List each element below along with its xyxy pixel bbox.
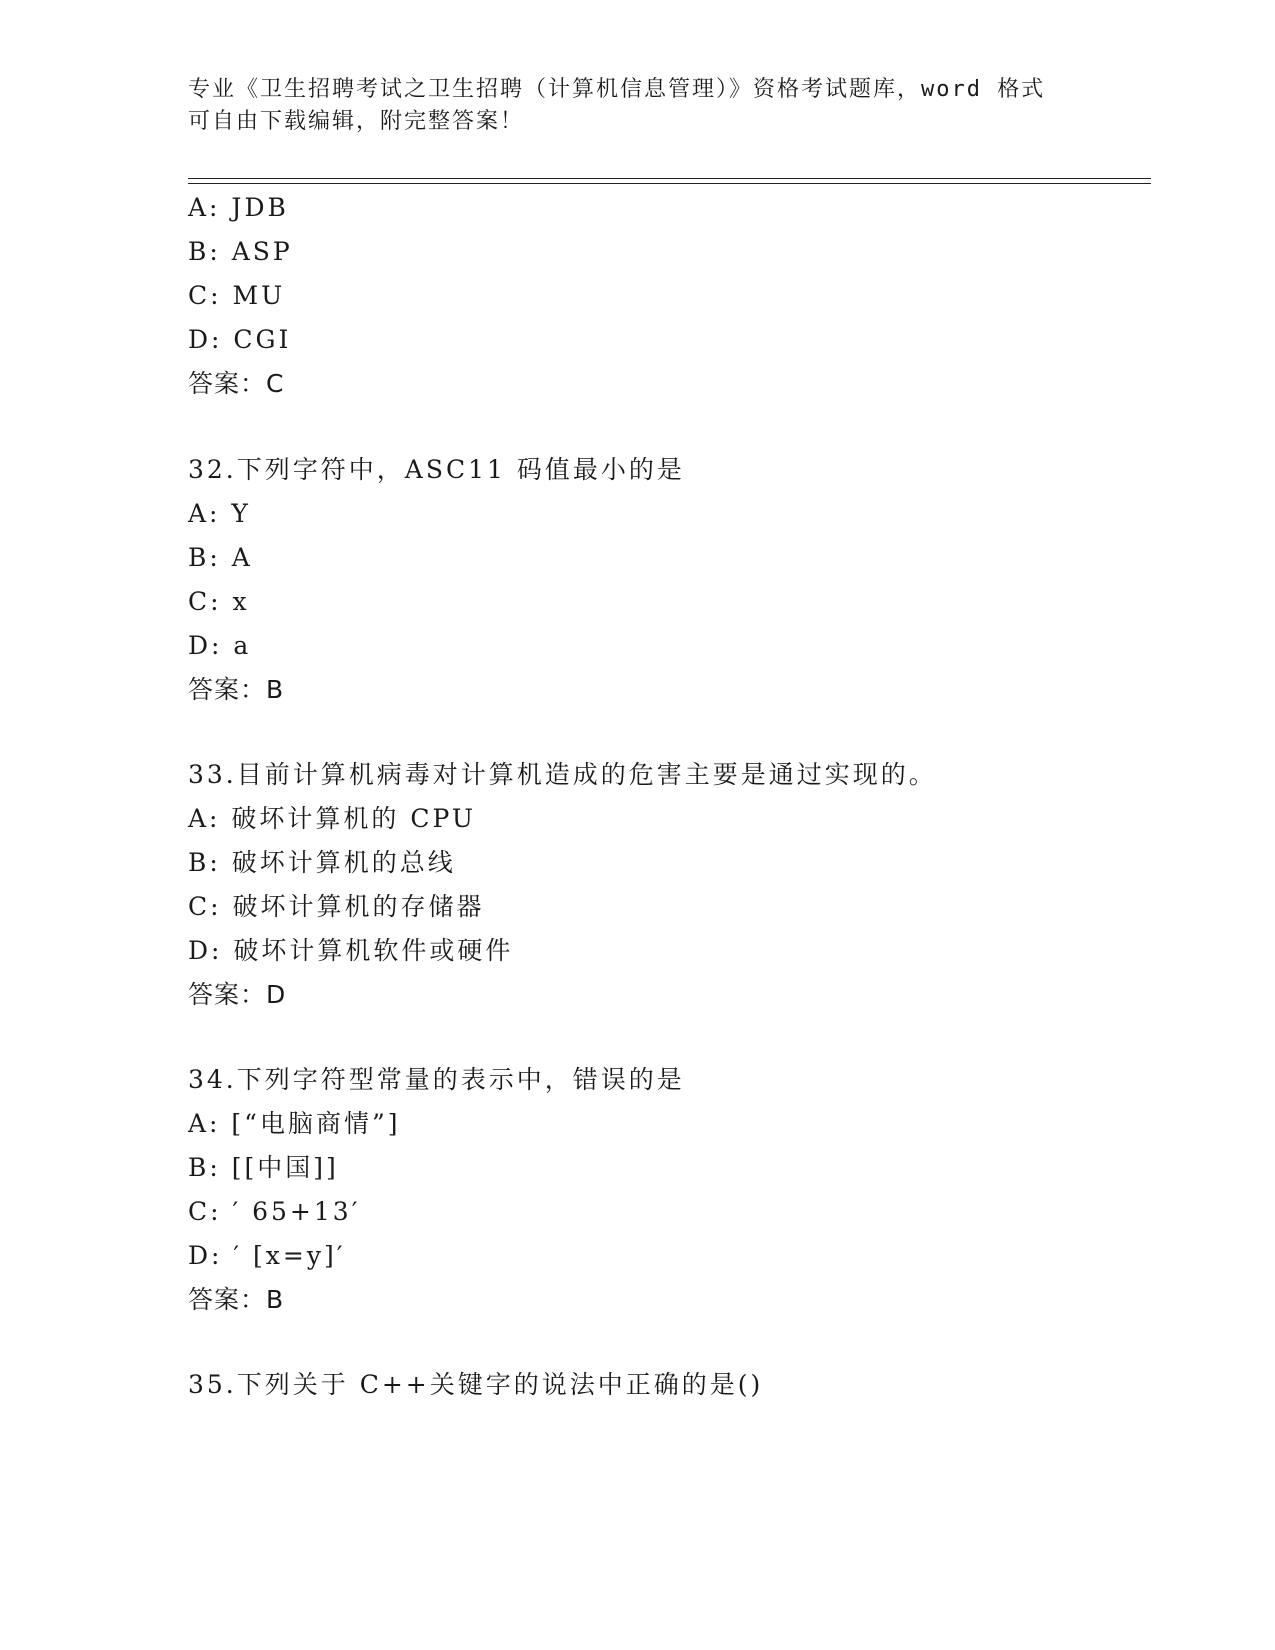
q32-option-a: A: Y bbox=[188, 499, 251, 528]
q33-question: 33.目前计算机病毒对计算机造成的危害主要是通过实现的。 bbox=[188, 760, 937, 789]
q33-answer: 答案：D bbox=[188, 980, 287, 1009]
q32-question: 32.下列字符中，ASC11 码值最小的是 bbox=[188, 455, 685, 484]
q34-option-c: C: ′ 65+13′ bbox=[188, 1197, 361, 1226]
q33-option-c: C: 破坏计算机的存储器 bbox=[188, 892, 485, 921]
q32-option-b: B: A bbox=[188, 543, 253, 572]
q35-question: 35.下列关于 C++关键字的说法中正确的是() bbox=[188, 1370, 764, 1399]
q31-option-c: C: MU bbox=[188, 281, 286, 310]
header-line-2: 可自由下载编辑，附完整答案！ bbox=[188, 109, 525, 134]
q33-option-a: A: 破坏计算机的 CPU bbox=[188, 804, 476, 833]
q31-option-d: D: CGI bbox=[188, 325, 292, 354]
q32-answer: 答案：B bbox=[188, 675, 285, 704]
q34-option-d: D: ′ [x=y]′ bbox=[188, 1241, 346, 1270]
q34-option-a: A: [“电脑商情”] bbox=[188, 1109, 401, 1138]
q33-option-b: B: 破坏计算机的总线 bbox=[188, 848, 456, 877]
q31-answer: 答案：C bbox=[188, 369, 285, 398]
header-divider-bottom bbox=[188, 183, 1151, 184]
header-line-1: 专业《卫生招聘考试之卫生招聘（计算机信息管理）》资格考试题库，word 格式 bbox=[188, 77, 1046, 102]
document-header bbox=[188, 74, 1088, 138]
q33-option-d: D: 破坏计算机软件或硬件 bbox=[188, 936, 514, 965]
q31-option-a: A: JDB bbox=[188, 193, 289, 222]
q34-question: 34.下列字符型常量的表示中，错误的是 bbox=[188, 1065, 685, 1094]
q32-option-c: C: x bbox=[188, 587, 250, 616]
header-divider-top bbox=[188, 178, 1151, 179]
q31-option-b: B: ASP bbox=[188, 237, 293, 266]
q32-option-d: D: a bbox=[188, 631, 252, 660]
q34-option-b: B: [[中国]] bbox=[188, 1153, 339, 1182]
q34-answer: 答案：B bbox=[188, 1285, 285, 1314]
